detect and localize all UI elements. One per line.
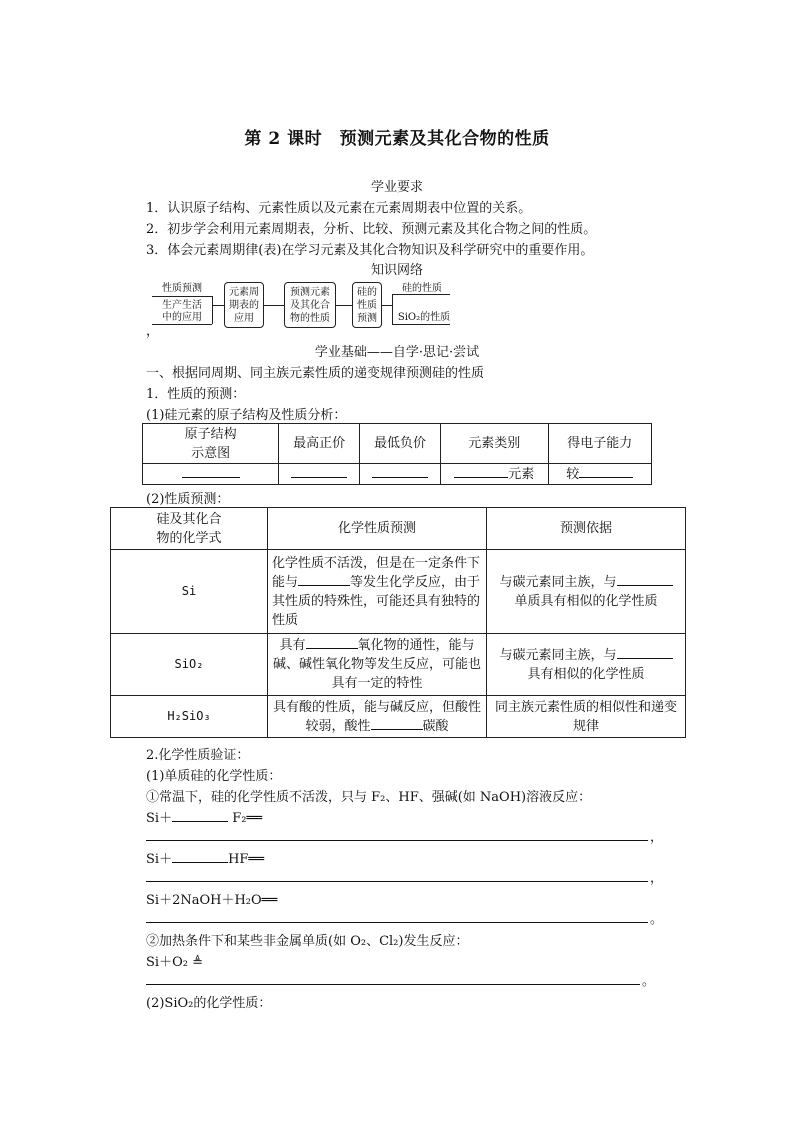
answer-line[interactable] xyxy=(146,984,640,985)
answer-line[interactable] xyxy=(146,881,648,882)
table-header: 硅及其化合 物的化学式 xyxy=(111,508,268,550)
network-trailing-comma: ， xyxy=(146,324,160,339)
network-line xyxy=(382,305,392,306)
prediction-cell: 化学性质不活泼，但是在一定条件下能与 等发生化学反应，由于其性质的特殊性，可能还具有独特的性质 xyxy=(268,550,487,634)
equation-line: Si＋2NaOH＋H₂O══ xyxy=(146,893,278,908)
table2-caption: (2)性质预测： xyxy=(146,492,230,507)
network-label-property-prediction: 性质预测 xyxy=(162,283,202,294)
basis-cell: 与碳元素同主族，与 单质具有相似的化学性质 xyxy=(487,550,686,634)
table-header: 化学性质预测 xyxy=(268,508,487,550)
network-line xyxy=(392,294,393,324)
formula-cell: SiO₂ xyxy=(111,634,268,696)
basics-heading: 学业基础——自学·思记·尝试 xyxy=(314,345,480,360)
network-label-application-1: 生产生活 xyxy=(162,300,202,311)
property-prediction-table xyxy=(110,507,686,738)
formula-cell: Si xyxy=(111,550,268,634)
table-header: 元素类别 xyxy=(441,424,549,464)
network-label-sio2-properties: SiO₂的性质 xyxy=(397,312,451,323)
network-box-silicon-prediction: 硅的 性质 预测 xyxy=(352,282,382,328)
item-heading: 2.化学性质验证： xyxy=(146,748,250,763)
equation-line: Si＋O₂ ≜ xyxy=(146,955,203,970)
instruction-text: ②加热条件下和某些非金属单质(如 O₂、Cl₂)发生反应： xyxy=(146,934,469,949)
equation-line: Si＋ F₂══ xyxy=(146,811,263,826)
requirement-item: 1．认识原子结构、元素性质以及元素在元素周期表中位置的关系。 xyxy=(146,201,532,216)
answer-line[interactable] xyxy=(146,840,648,841)
requirements-heading: 学业要求 xyxy=(370,180,423,195)
item-heading: 1．性质的预测： xyxy=(146,387,246,402)
fill-blank[interactable]: 较 xyxy=(548,464,651,485)
answer-line[interactable] xyxy=(146,922,648,923)
requirement-item: 2．初步学会利用元素周期表，分析、比较、预测元素及其化合物之间的性质。 xyxy=(146,222,597,237)
network-heading: 知识网络 xyxy=(370,263,423,278)
prediction-cell: 具有 氧化物的通性，能与碱、碱性氧化物等发生反应，可能也具有一定的特性 xyxy=(268,634,487,696)
basis-cell: 同主族元素性质的相似性和递变规律 xyxy=(487,696,686,738)
fill-blank[interactable] xyxy=(360,464,441,485)
table-row xyxy=(111,550,686,634)
page-title: 第 2 课时 预测元素及其化合物的性质 xyxy=(244,129,550,149)
network-line xyxy=(212,305,224,306)
network-box-predict-properties: 预测元素 及其化合 物的性质 xyxy=(284,282,336,328)
formula-cell: H₂SiO₃ xyxy=(111,696,268,738)
network-box-periodic-table-application: 元素周 期表的 应用 xyxy=(224,282,264,328)
network-line xyxy=(152,324,212,325)
table-header: 最低负价 xyxy=(360,424,441,464)
instruction-text: ①常温下，硅的化学性质不活泼，只与 F₂、HF、强碱(如 NaOH)溶液反应： xyxy=(146,790,592,805)
network-label-silicon-properties: 硅的性质 xyxy=(402,283,442,294)
table-row xyxy=(111,696,686,738)
subitem-heading: (2)SiO₂的化学性质： xyxy=(146,996,272,1011)
punctuation: 。 xyxy=(650,912,664,927)
section-heading: 一、根据同周期、同主族元素性质的递变规律预测硅的性质 xyxy=(146,366,485,381)
punctuation: ， xyxy=(650,871,664,886)
network-line xyxy=(392,294,450,295)
table-header: 得电子能力 xyxy=(548,424,651,464)
table-row xyxy=(111,634,686,696)
network-line xyxy=(264,305,284,306)
fill-blank[interactable] xyxy=(279,464,360,485)
fill-blank[interactable]: 元素 xyxy=(441,464,549,485)
subitem-heading: (1)单质硅的化学性质： xyxy=(146,769,282,784)
network-label-application-2: 中的应用 xyxy=(162,312,202,323)
network-line xyxy=(212,296,213,324)
basis-cell: 与碳元素同主族，与 具有相似的化学性质 xyxy=(487,634,686,696)
table-header: 原子结构 示意图 xyxy=(143,424,279,464)
punctuation: ， xyxy=(650,830,664,845)
table-header: 预测依据 xyxy=(487,508,686,550)
network-line xyxy=(392,324,450,325)
network-line xyxy=(336,305,352,306)
fill-blank[interactable] xyxy=(143,464,279,485)
equation-line: Si＋ HF══ xyxy=(146,852,265,867)
network-line xyxy=(152,296,212,297)
subitem-heading: (1)硅元素的原子结构及性质分析： xyxy=(146,408,347,423)
silicon-structure-table xyxy=(142,423,652,485)
prediction-cell: 具有酸的性质，能与碱反应，但酸性较弱，酸性 碳酸 xyxy=(268,696,487,738)
requirement-item: 3．体会元素周期律(表)在学习元素及其化合物知识及科学研究中的重要作用。 xyxy=(146,243,594,258)
table-header: 最高正价 xyxy=(279,424,360,464)
punctuation: 。 xyxy=(642,974,656,989)
